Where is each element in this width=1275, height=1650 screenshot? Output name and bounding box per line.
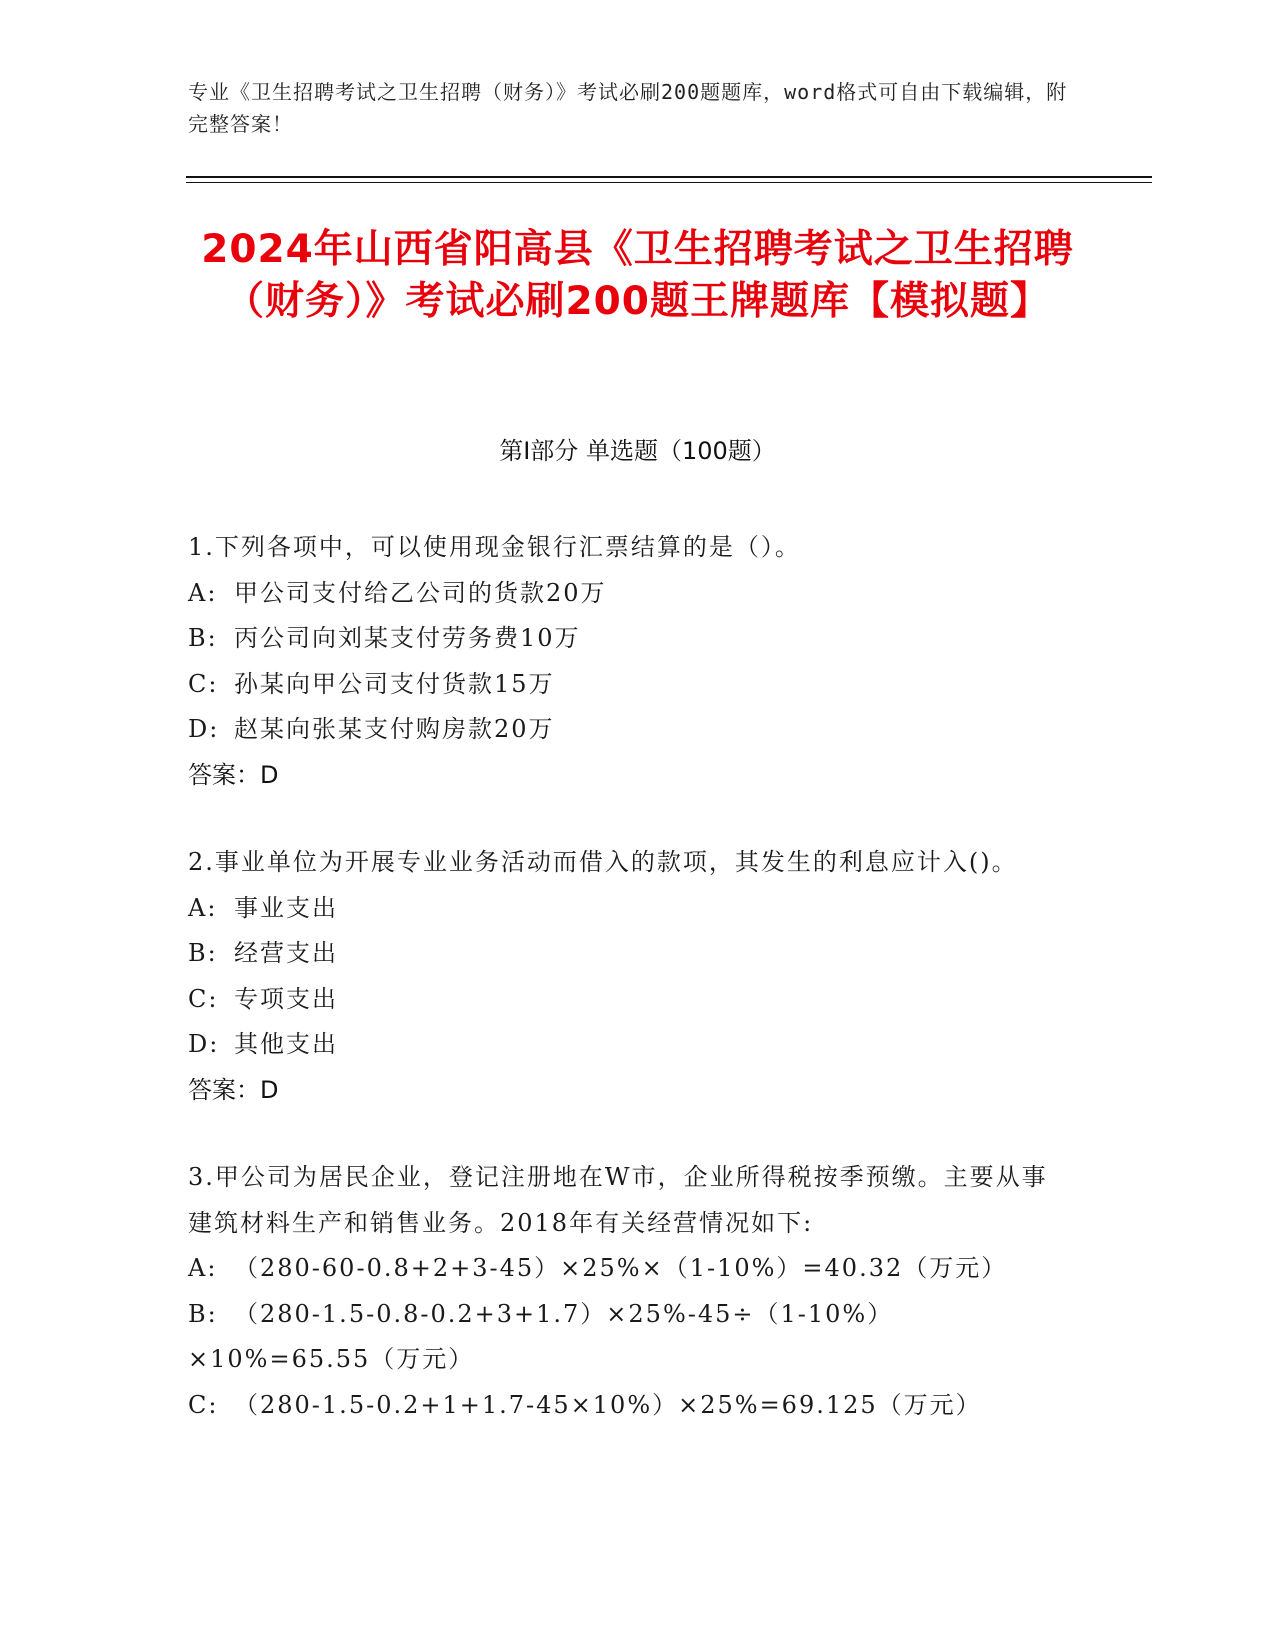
document-title: 2024年山西省阳高县《卫生招聘考试之卫生招聘（财务）》考试必刷200题王牌题库【模拟题】 <box>201 227 1074 324</box>
question-stem: 3.甲公司为居民企业，登记注册地在W市，企业所得税按季预缴。主要从事建筑材料生产和销售业务。2018年有关经营情况如下: <box>188 1163 1048 1237</box>
option-text: 丙公司向刘某支付劳务费10万 <box>234 624 581 652</box>
option-letter: D: <box>188 715 220 743</box>
option-b <box>188 931 1068 977</box>
option-c <box>188 977 1068 1023</box>
option-a <box>188 886 1068 932</box>
answer-line: 答案：D <box>188 1075 279 1104</box>
question-item <box>188 840 1068 1113</box>
option-c <box>188 662 1068 708</box>
header-divider-thick <box>186 176 1152 178</box>
option-letter: B: <box>188 624 218 652</box>
option-letter: C: <box>188 1390 219 1419</box>
option-text: （280-1.5-0.2+1+1.7-45×10%）×25%=69.125（万元） <box>234 1390 982 1419</box>
question-list <box>188 525 1068 1470</box>
option-text: 赵某向张某支付购房款20万 <box>234 715 555 743</box>
section-heading: 第I部分 单选题（100题） <box>499 437 776 465</box>
option-letter: B: <box>188 939 218 967</box>
header-note: 专业《卫生招聘考试之卫生招聘（财务）》考试必刷200题题库，word格式可自由下载编辑，附完整答案！ <box>188 80 1068 136</box>
option-text: 专项支出 <box>234 984 338 1013</box>
option-letter: A: <box>188 578 218 607</box>
option-letter: C: <box>188 984 219 1013</box>
option-letter: D: <box>188 1030 220 1058</box>
option-c <box>188 1383 1068 1429</box>
option-d <box>188 707 1068 753</box>
question-stem: 2.事业单位为开展专业业务活动而借入的款项，其发生的利息应计入()。 <box>188 848 1018 876</box>
option-text: 孙某向甲公司支付货款15万 <box>234 669 555 698</box>
option-b <box>188 616 1068 662</box>
answer-line: 答案：D <box>188 760 279 789</box>
question-item <box>188 1155 1068 1428</box>
option-a <box>188 571 1068 617</box>
header-divider-thin <box>186 182 1152 183</box>
option-letter: C: <box>188 669 219 698</box>
option-d <box>188 1022 1068 1068</box>
option-text: 甲公司支付给乙公司的货款20万 <box>234 578 607 607</box>
option-a <box>188 1246 1068 1292</box>
option-letter: A: <box>188 1254 218 1282</box>
option-b <box>188 1292 1068 1383</box>
option-letter: A: <box>188 893 218 922</box>
option-text: 经营支出 <box>234 939 338 967</box>
question-item <box>188 525 1068 798</box>
option-letter: B: <box>188 1299 218 1328</box>
option-text: （280-60-0.8+2+3-45）×25%×（1-10%）=40.32（万元） <box>234 1254 1008 1282</box>
option-text: 事业支出 <box>234 893 338 922</box>
option-text: （280-1.5-0.8-0.2+3+1.7）×25%-45÷（1-10%）×10%=65.55（万元） <box>188 1299 894 1373</box>
question-stem: 1.下列各项中，可以使用现金银行汇票结算的是（）。 <box>188 533 801 561</box>
option-text: 其他支出 <box>234 1030 338 1058</box>
